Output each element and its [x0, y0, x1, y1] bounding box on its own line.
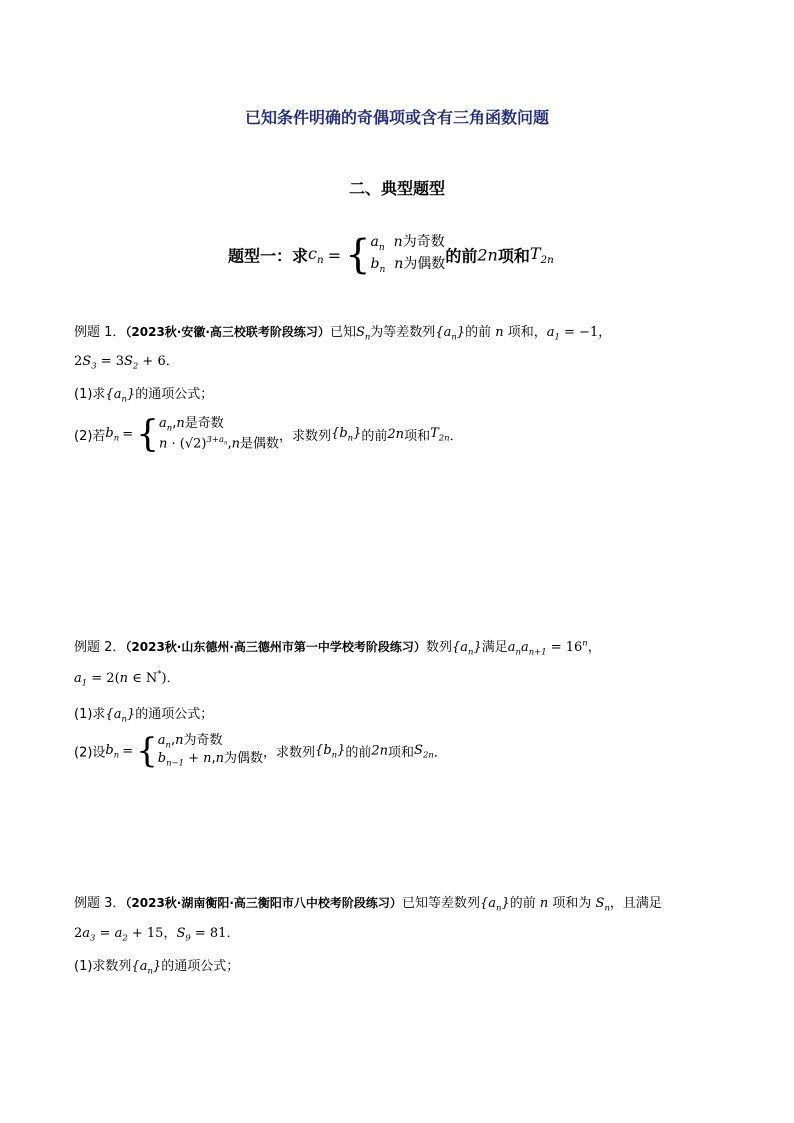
ex1-case-even: $n \cdot (√2)^{3+a_n},n$是偶数: [159, 433, 280, 451]
page-title: 已知条件明确的奇偶项或含有三角函数问题: [244, 108, 549, 127]
type1-mid: 的前: [445, 246, 478, 266]
ex2-stem4: ，: [587, 640, 601, 655]
ex2-stem3: = 16: [550, 640, 583, 655]
case-odd-text: 为奇数: [402, 234, 445, 251]
ex2-q2-end4: ．: [433, 745, 447, 761]
ex2-line2-a: = 2: [91, 671, 115, 686]
ex2-case1-text: 为奇数: [183, 733, 223, 749]
ex3-label: 例题 3．: [74, 896, 126, 911]
ex3-line2-d: = 81．: [194, 926, 240, 941]
ex2-stem2: 满足: [481, 640, 508, 655]
ex1-stem3: 的前: [465, 325, 492, 340]
ex2-cases: [158, 733, 263, 768]
ex2-brace: {: [136, 731, 158, 771]
T-letter: T: [529, 243, 541, 263]
ex3-q1: (1)求数列: [74, 959, 132, 974]
type1-prefix: 题型一：求: [228, 246, 309, 266]
ex2-q2: (2)设: [74, 745, 106, 761]
ex1-brace: {: [136, 414, 159, 455]
ex3-line2-b: + 15: [131, 926, 164, 941]
ex1-stem4: 项和，: [507, 325, 547, 340]
case-even-text: 为偶数: [403, 256, 446, 272]
ex2-line2-end: ．: [166, 671, 180, 686]
equals-sign: =: [327, 245, 342, 265]
ex2-q2-end3: 项和: [388, 745, 415, 761]
ex2-source: （2023秋·山东德州·高三德州市第一中学校考阶段练习）: [125, 640, 426, 654]
ex2-label: 例题 2．: [74, 640, 126, 655]
ex1-stem1: 已知: [329, 325, 356, 340]
T2n-symbol: $T_{2n}$: [529, 243, 554, 267]
ex1-q1-end: 的通项公式；: [135, 387, 214, 402]
ex2-q2-end2: 的前: [345, 745, 372, 761]
ex3-stem2: 的前: [509, 896, 536, 911]
ex1-q2-end3: 项和: [404, 429, 431, 444]
ex3-stem-line1: 例题 3．（2023秋·湖南衡阳·高三衡阳市八中校考阶段练习）已知等差数列$\{a_n\}$的前 n 项和为 $S_n$，且满足: [74, 896, 662, 913]
ex2-q1-end: 的通项公式；: [135, 707, 214, 722]
ex2-stem-line2: $a_1 = 2(n$ ∈ N*)．: [74, 668, 180, 688]
ex3-stem3: 项和为: [552, 896, 592, 911]
ex2-case-odd: $a_n,n$为奇数: [157, 733, 223, 751]
ex3-stem-line2: $2a_3 = a_2 + 15$，$S_9 = 81$．: [74, 926, 240, 943]
ex2-question1: (1)求$\{a_n\}$的通项公式；: [74, 707, 214, 724]
ex1-a1-eq: = −1: [564, 325, 599, 340]
type1-suffix: 项和: [497, 246, 530, 266]
case-even: $b_n$ n为偶数: [370, 256, 446, 275]
ex1-cases: [159, 416, 279, 453]
ex1-stem-line2: $2S_3 = 3S_2 + 6$．: [74, 354, 179, 371]
ex1-q2: (2)若: [74, 429, 106, 444]
ex3-stem1: 已知等差数列: [401, 896, 480, 911]
ex1-q2-end2: 的前: [361, 429, 388, 444]
ex2-q1: (1)求: [74, 707, 106, 722]
ex1-q1: (1)求: [74, 387, 106, 402]
ex1-question2: (2)若$b_n$ ={ $a_n,n$是奇数 $n \cdot (√2)^{3+a_n},n$是偶数 ，求数列$\{b_n\}$的前2n项和$T_{2n}$．: [74, 414, 463, 455]
ex1-line2-eq: = 3: [100, 354, 124, 369]
section-heading: 二、典型题型: [348, 179, 445, 198]
ex2-case2-text: 为偶数: [224, 751, 264, 766]
case-odd: $a_n$ n为奇数: [370, 234, 445, 254]
ex1-case1-text: 是奇数: [184, 416, 224, 432]
ex1-q2-end4: ．: [449, 429, 463, 444]
cn-letter: c: [308, 243, 317, 263]
ex3-line2-a: =: [99, 926, 115, 941]
cn-symbol: $c_n$: [308, 243, 324, 267]
ex1-label: 例题 1．: [74, 325, 126, 340]
ex1-question1: (1)求$\{a_n\}$的通项公式；: [74, 387, 214, 404]
ex2-question2: (2)设$b_n$ ={ $a_n,n$为奇数 $b_{n-1} + n,n$为偶数 ，求数列$\{b_n\}$的前2n项和$S_{2n}$．: [74, 731, 447, 771]
type1-heading: [228, 232, 554, 278]
ex2-case-even: $b_{n-1} + n,n$为偶数: [157, 751, 264, 768]
ex1-case-odd: $a_n,n$是奇数: [159, 416, 224, 433]
ex2-stem1: 数列: [425, 640, 452, 655]
ex1-source: （2023秋·安徽·高三校联考阶段练习）: [125, 325, 330, 339]
ex3-line2-c: ，: [163, 926, 177, 941]
ex3-source: （2023秋·湖南衡阳·高三衡阳市八中校考阶段练习）: [125, 896, 402, 910]
ex1-case2-text: 是偶数: [240, 436, 280, 451]
ex1-line2-end: + 6．: [142, 354, 179, 369]
left-brace: {: [345, 232, 371, 278]
ex3-stem4: ，且满足: [609, 896, 662, 911]
ex1-stem-line1: 例题 1．（2023秋·安徽·高三校联考阶段练习）已知$S_n$为等差数列$\{a_n\}$的前 n 项和，$a_1 = -1$，: [74, 325, 612, 342]
ex2-q2-end1: ，求数列: [263, 745, 316, 761]
two-n: 2n: [477, 245, 498, 265]
ex3-q1-end: 的通项公式；: [161, 959, 240, 974]
ex2-stem-line1: 例题 2．（2023秋·山东德州·高三德州市第一中学校考阶段练习）数列$\{a_n\}$满足$a_na_{n+1} = 16^n$，: [74, 637, 601, 657]
ex1-stem2: 为等差数列: [370, 325, 436, 340]
ex3-question1: (1)求数列$\{a_n\}$的通项公式；: [74, 959, 240, 976]
cases: [371, 233, 446, 276]
ex1-q2-end1: ，求数列: [279, 429, 332, 444]
